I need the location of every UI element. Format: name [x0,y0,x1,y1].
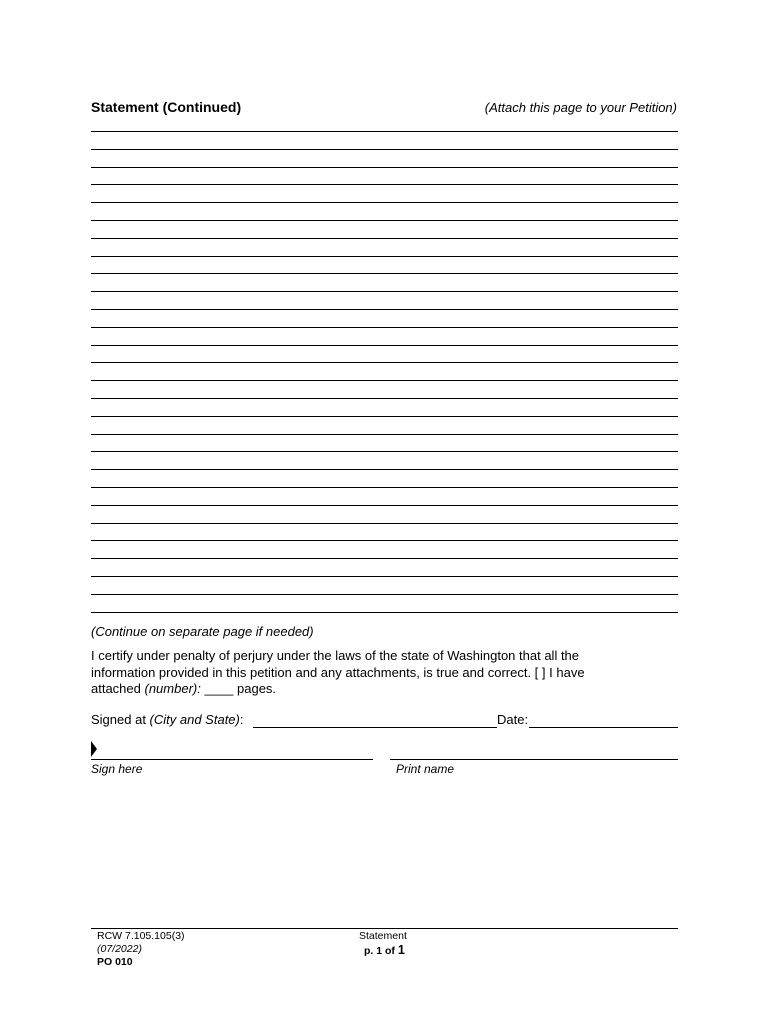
footer-divider [91,928,678,929]
statement-line[interactable] [91,416,678,417]
page-title: Statement (Continued) [91,99,242,115]
statement-line[interactable] [91,612,678,613]
revision-date: (07/2022) [97,943,142,955]
statement-line[interactable] [91,523,678,524]
statement-lines[interactable] [91,131,678,621]
statement-line[interactable] [91,487,678,488]
print-name-label: Print name [396,762,455,776]
print-name-field[interactable] [390,759,678,760]
statement-line[interactable] [91,184,678,185]
statement-line[interactable] [91,291,678,292]
certification-line-1: I certify under penalty of perjury under the laws of the state of Washington that all the [91,648,580,663]
certification-text [91,648,691,698]
city-state-hint: (City and State) [149,712,240,727]
statement-line[interactable] [91,558,678,559]
attach-note: (Attach this page to your Petition) [484,100,677,115]
statement-line[interactable] [91,345,678,346]
statement-line[interactable] [91,220,678,221]
certification-line-2: information provided in this petition and any attachments, is true and correct. [ ] I have [91,664,585,680]
continue-note: (Continue on separate page if needed) [91,624,314,639]
date-field[interactable] [529,727,678,728]
statement-line[interactable] [91,167,678,168]
statement-line[interactable] [91,131,678,132]
certification-line-3 [91,681,691,698]
statement-line[interactable] [91,540,678,541]
statement-line[interactable] [91,469,678,470]
signed-at-label: Signed at (City and State): [91,712,244,727]
signed-at-row [91,711,678,729]
statement-line[interactable] [91,238,678,239]
statement-line[interactable] [91,149,678,150]
sign-here-label: Sign here [91,762,143,776]
statement-line[interactable] [91,398,678,399]
statement-line[interactable] [91,576,678,577]
city-state-field[interactable] [253,727,497,728]
attached-prefix: attached [91,681,145,696]
statement-line[interactable] [91,202,678,203]
statement-line[interactable] [91,451,678,452]
statement-line[interactable] [91,594,678,595]
statute-reference: RCW 7.105.105(3) [97,930,185,942]
statement-line[interactable] [91,362,678,363]
statement-line[interactable] [91,273,678,274]
pages-suffix: ____ pages. [200,681,277,696]
form-id: PO 010 [97,956,133,968]
statement-line[interactable] [91,380,678,381]
statement-line[interactable] [91,434,678,435]
form-name: Statement [359,930,407,942]
page-number: p. 1 of 1 [364,943,405,957]
sign-arrow-icon [91,741,97,757]
statement-line[interactable] [91,256,678,257]
statement-line[interactable] [91,505,678,506]
statement-line[interactable] [91,327,678,328]
date-label: Date: [497,712,529,727]
statement-line[interactable] [91,309,678,310]
signature-field[interactable] [91,759,373,760]
number-hint: (number): [144,681,201,696]
